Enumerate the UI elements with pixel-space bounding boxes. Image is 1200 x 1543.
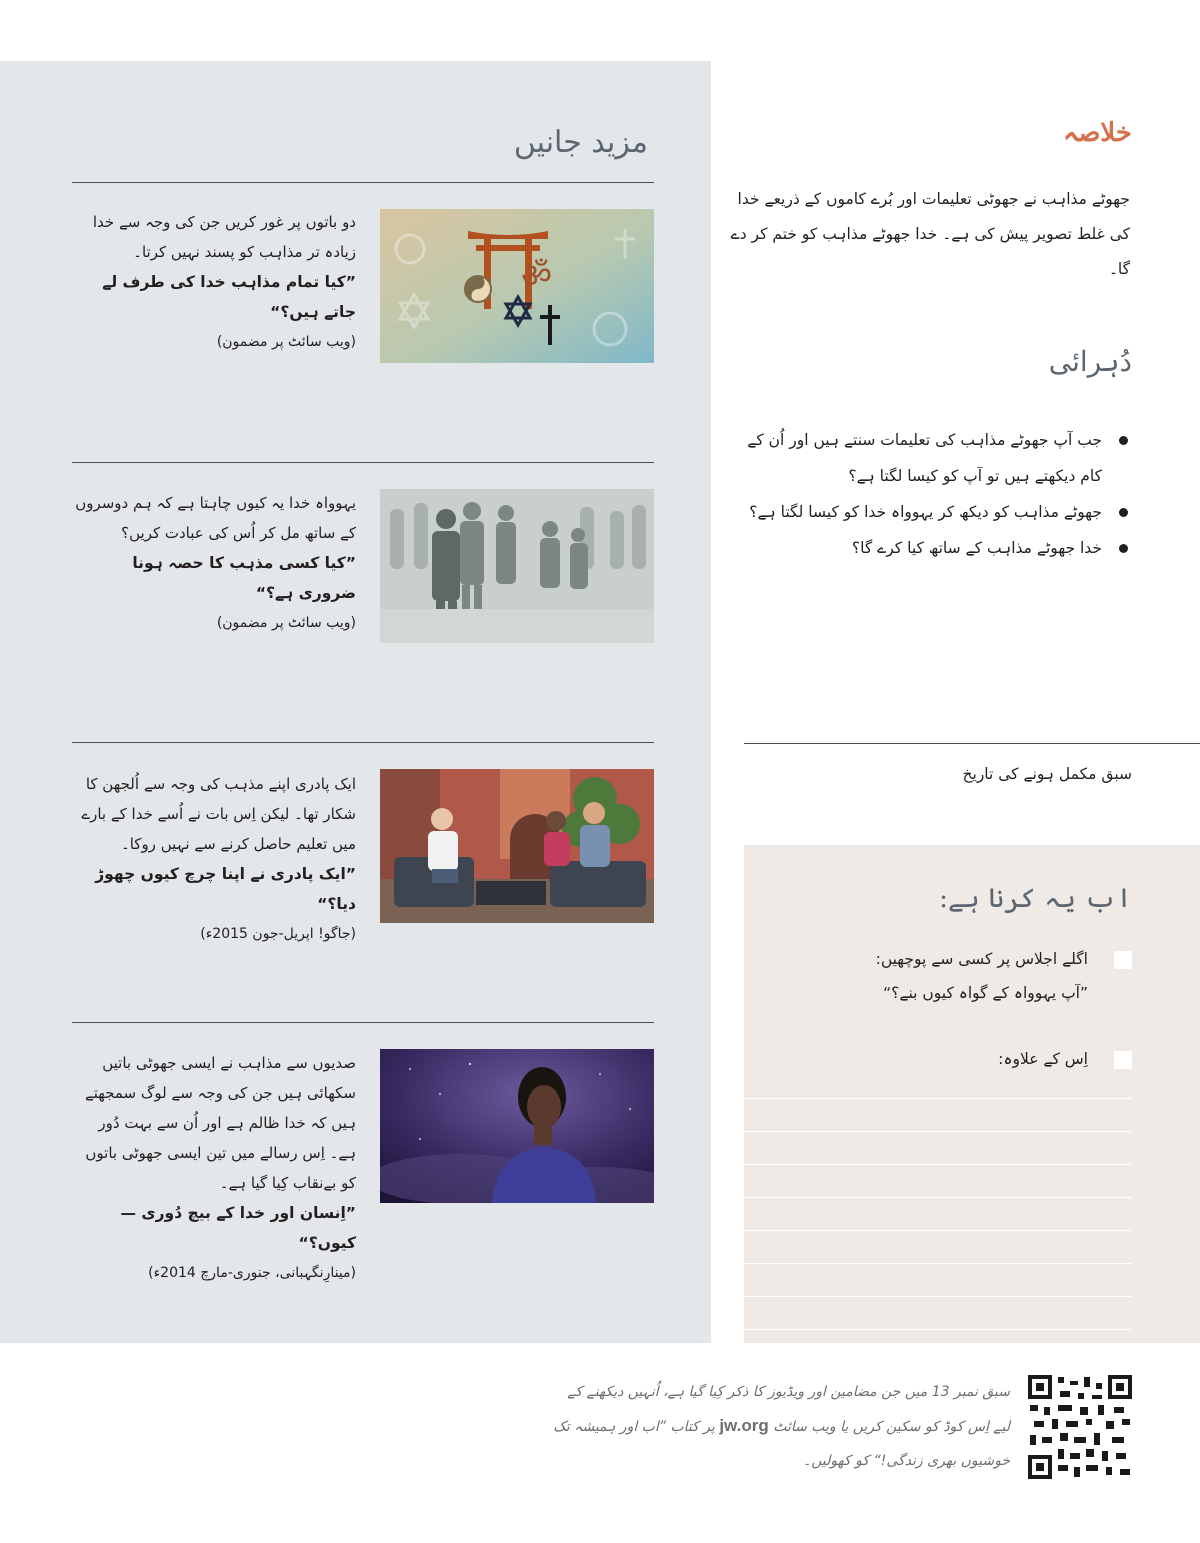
footer-note: [550, 1375, 1010, 1478]
review-question: جب آپ جھوٹے مذاہب کی تعلیمات سنتے ہیں اور اُن کے کام دیکھتے ہیں تو آپ کو کیسا لگتا ہے؟: [730, 422, 1130, 494]
woman-night-sky-image[interactable]: [380, 1049, 654, 1203]
todo-checkbox[interactable]: [1114, 1051, 1132, 1069]
congregation-gathering-image[interactable]: [380, 489, 654, 643]
qr-code-icon[interactable]: [1028, 1375, 1132, 1479]
writing-line[interactable]: [744, 1329, 1132, 1330]
divider: [72, 742, 654, 743]
item-description: ایک پادری اپنے مذہب کی وجہ سے اُلجھن کا شکار تھا۔ لیکن اِس بات نے اُسے خدا کے بارے میں تعلیم حاصل کرنے سے نہیں روکا۔: [81, 775, 356, 853]
item-source: (ویب سائٹ پر مضمون): [216, 334, 356, 350]
divider: [72, 1022, 654, 1023]
article-link[interactable]: ”کیا کسی مذہب کا حصہ ہونا ضروری ہے؟“: [132, 554, 356, 602]
religious-symbols-image[interactable]: [380, 209, 654, 363]
svg-text:ॐ: ॐ: [520, 256, 552, 296]
review-heading: دُہرائی: [1048, 345, 1132, 378]
completion-date-label: سبق مکمل ہونے کی تاریخ: [962, 765, 1132, 783]
summary-heading: خلاصہ: [1063, 118, 1132, 148]
writing-line[interactable]: [744, 1164, 1132, 1165]
todo-item-label: اگلے اجلاس پر کسی سے پوچھیں:: [875, 950, 1088, 968]
learn-more-item: [71, 769, 356, 949]
item-description: دو باتوں پر غور کریں جن کی وجہ سے خدا زیادہ تر مذاہب کو پسند نہیں کرتا۔: [92, 213, 356, 261]
todo-item-label: اِس کے علاوہ:: [998, 1050, 1088, 1068]
writing-line[interactable]: [744, 1263, 1132, 1264]
footer-text: پر کتاب ”اب اور ہمیشہ تک خوشیوں بھری زندگی!“ کو کھولیں۔: [553, 1419, 1010, 1469]
review-questions: [730, 422, 1130, 566]
article-link[interactable]: ”ایک پادری نے اپنا چرچ کیوں چھوڑ دیا؟“: [95, 865, 356, 913]
learn-more-item: [71, 207, 356, 357]
article-link[interactable]: ”کیا تمام مذاہب خدا کی طرف لے جاتے ہیں؟“: [102, 273, 356, 321]
item-source: (ویب سائٹ پر مضمون): [216, 615, 356, 631]
divider: [72, 182, 654, 183]
article-link[interactable]: ”اِنسان اور خدا کے بیچ دُوری — کیوں؟“: [120, 1204, 356, 1252]
learn-more-item: [71, 1048, 356, 1288]
learn-more-panel: [0, 61, 711, 1343]
item-source: (مینارِنگہبانی، جنوری-مارچ 2014ء): [148, 1265, 356, 1281]
review-question: جھوٹے مذاہب کو دیکھ کر یہوواہ خدا کو کیسا لگتا ہے؟: [730, 494, 1130, 530]
website-link[interactable]: jw.org: [719, 1416, 769, 1435]
item-description: صدیوں سے مذاہب نے ایسی جھوٹی باتیں سکھائی ہیں جن کی وجہ سے لوگ سمجھتے ہیں کہ خدا ظالم ہے اور اُن سے بہت دُور ہے۔ اِس رسالے میں تین ایسی جھوٹی باتوں کو بےنقاب کِیا گیا ہے۔: [84, 1054, 356, 1192]
writing-line[interactable]: [744, 1131, 1132, 1132]
todo-item: [788, 942, 1088, 1010]
item-description: یہوواہ خدا یہ کیوں چاہتا ہے کہ ہم دوسروں کے ساتھ مل کر اُس کی عبادت کریں؟: [75, 494, 356, 542]
divider: [72, 462, 654, 463]
todo-item-quote: ”آپ یہوواہ کے گواہ کیوں بنے؟“: [883, 984, 1088, 1002]
writing-line[interactable]: [744, 1197, 1132, 1198]
learn-more-heading: مزید جانیں: [513, 125, 648, 160]
completion-divider: [744, 743, 1200, 744]
todo-panel: [744, 845, 1200, 1343]
writing-line[interactable]: [744, 1098, 1132, 1099]
todo-heading: اب یہ کرنا ہے:: [938, 883, 1132, 914]
footer-text: سبق نمبر 13 میں جن مضامین اور ویڈیوز کا ذکر کِیا گیا ہے، اُنہیں دیکھنے کے لیے اِس کوڈ کو سکین کریں یا ویب سائٹ: [567, 1384, 1010, 1435]
todo-checkbox[interactable]: [1114, 951, 1132, 969]
writing-line[interactable]: [744, 1296, 1132, 1297]
review-question: خدا جھوٹے مذاہب کے ساتھ کیا کرے گا؟: [730, 530, 1130, 566]
writing-line[interactable]: [744, 1230, 1132, 1231]
item-source: (جاگو! اپریل-جون 2015ء): [200, 926, 356, 942]
learn-more-item: [71, 488, 356, 638]
patio-conversation-image[interactable]: [380, 769, 654, 923]
summary-text: جھوٹے مذاہب نے جھوٹی تعلیمات اور بُرے کاموں کے ذریعے خدا کی غلط تصویر پیش کی ہے۔ خدا جھوٹے مذاہب کو ختم کر دے گا۔: [730, 190, 1130, 278]
